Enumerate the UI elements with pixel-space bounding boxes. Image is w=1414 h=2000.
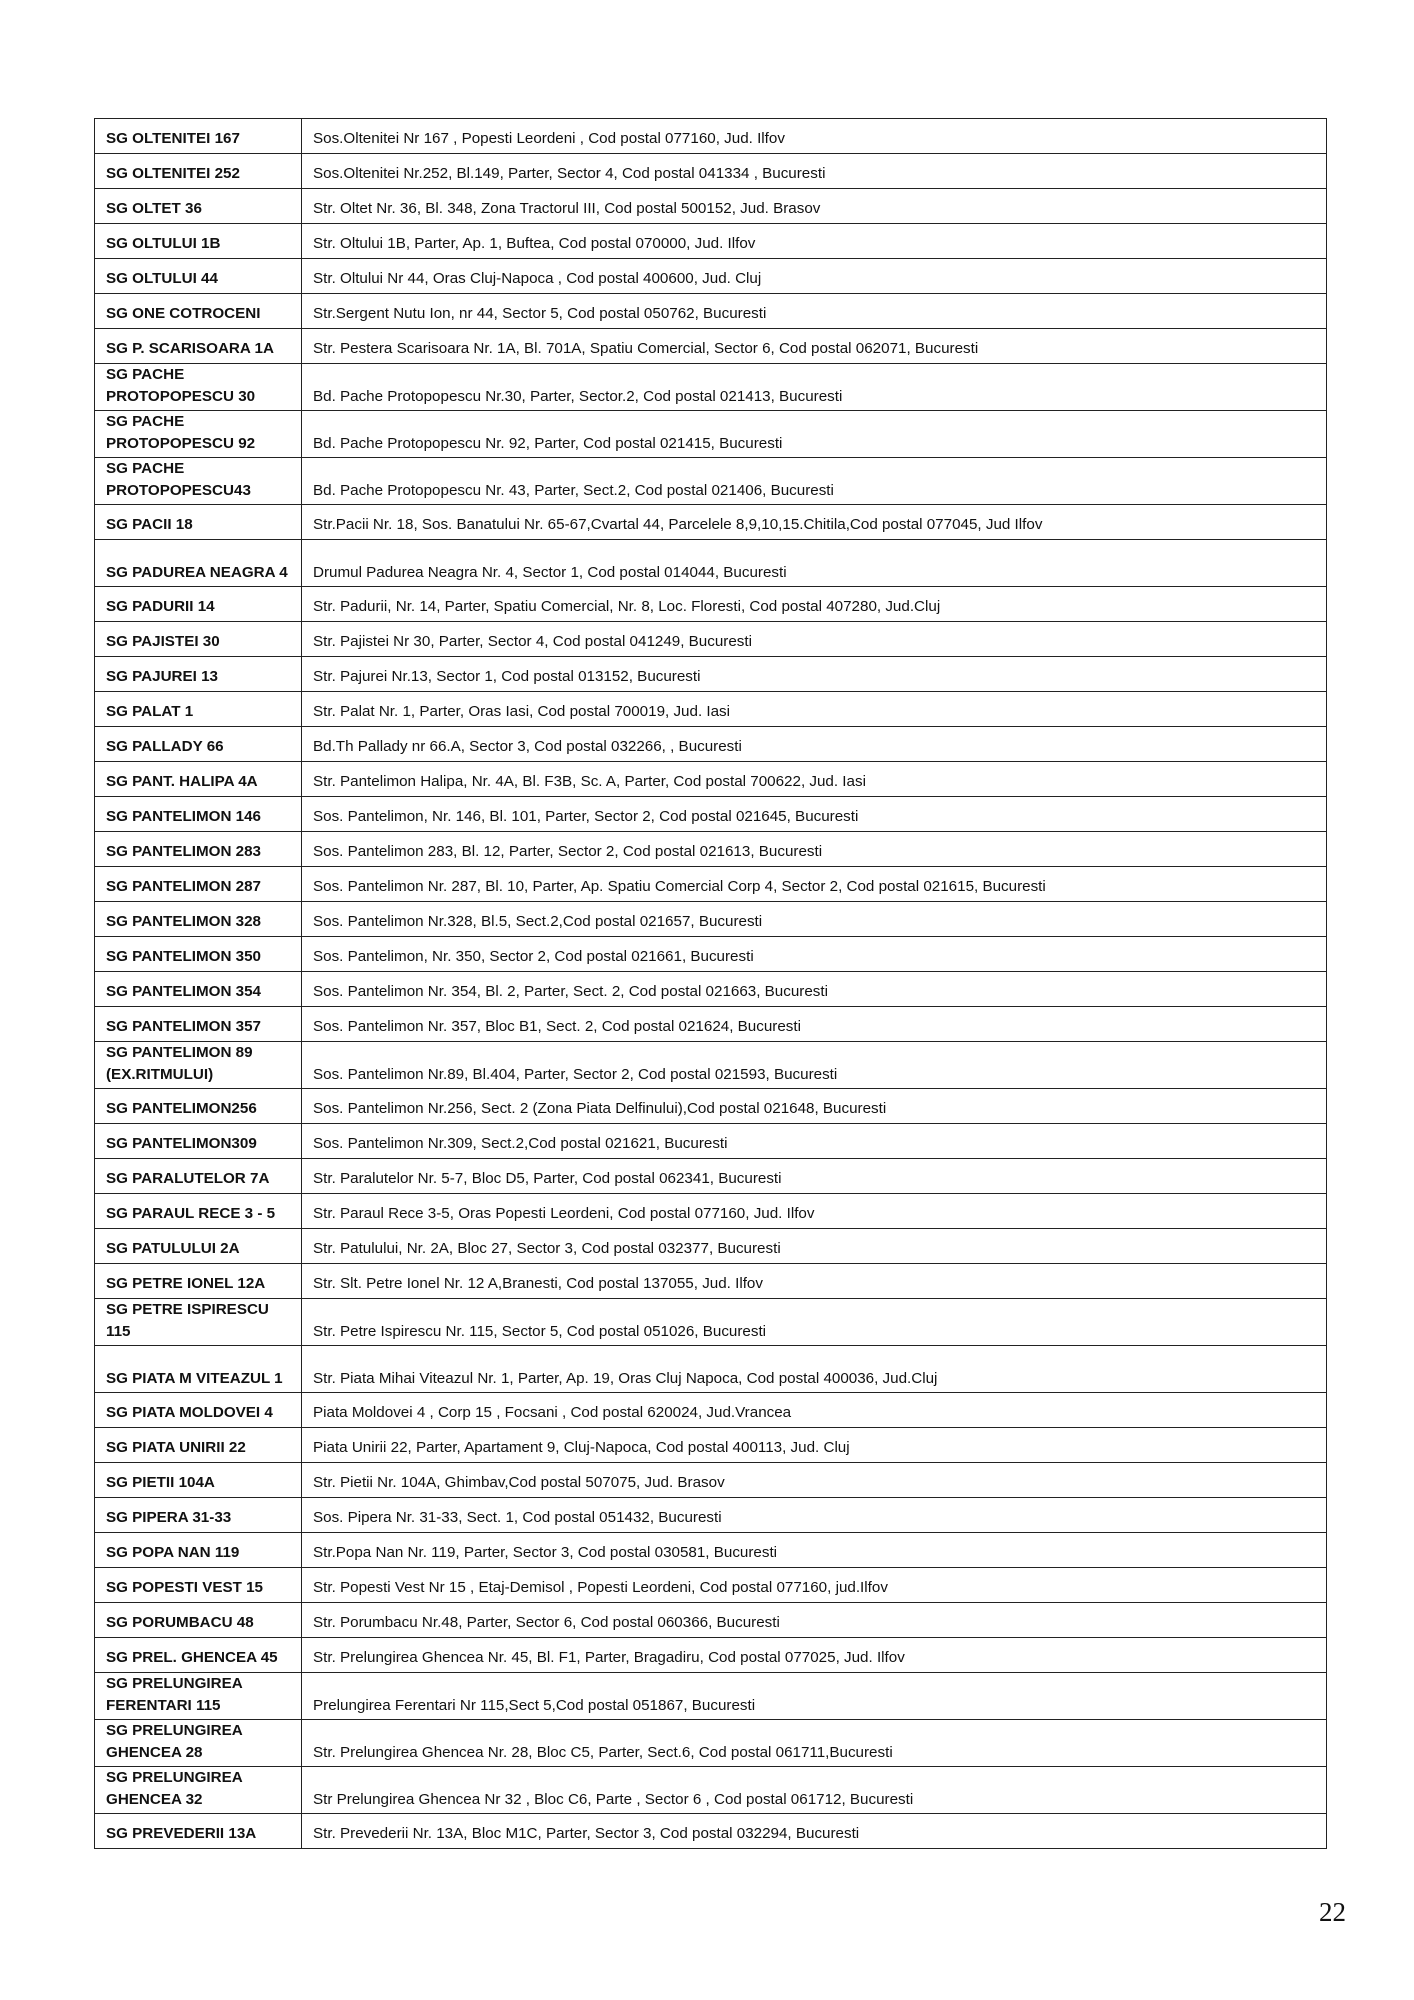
store-address-cell: Sos. Pantelimon Nr.309, Sect.2,Cod postal 021621, Bucuresti	[302, 1124, 1327, 1159]
store-name-cell: SG PADUREA NEAGRA 4	[95, 540, 302, 587]
table-row	[95, 1229, 1327, 1264]
store-name-cell: SG PALLADY 66	[95, 727, 302, 762]
store-name-cell: SG PACHE PROTOPOPESCU 92	[95, 411, 302, 458]
store-address-cell: Sos. Pantelimon Nr. 354, Bl. 2, Parter, Sect. 2, Cod postal 021663, Bucuresti	[302, 972, 1327, 1007]
table-row	[95, 540, 1327, 587]
store-name-cell: SG PANTELIMON 89 (EX.RITMULUI)	[95, 1042, 302, 1089]
store-address-cell: Str. Petre Ispirescu Nr. 115, Sector 5, Cod postal 051026, Bucuresti	[302, 1299, 1327, 1346]
store-address-cell: Str. Palat Nr. 1, Parter, Oras Iasi, Cod postal 700019, Jud. Iasi	[302, 692, 1327, 727]
store-name-cell: SG PANTELIMON 354	[95, 972, 302, 1007]
store-address-cell: Str. Oltului Nr 44, Oras Cluj-Napoca , Cod postal 400600, Jud. Cluj	[302, 259, 1327, 294]
table-row	[95, 1264, 1327, 1299]
store-address-table	[94, 118, 1327, 1849]
store-name-cell: SG POPA NAN 119	[95, 1533, 302, 1568]
table-row	[95, 458, 1327, 505]
store-name-cell: SG PANTELIMON309	[95, 1124, 302, 1159]
store-address-cell: Str. Piata Mihai Viteazul Nr. 1, Parter, Ap. 19, Oras Cluj Napoca, Cod postal 400036, Jud.Cluj	[302, 1346, 1327, 1393]
store-name-cell: SG PANT. HALIPA 4A	[95, 762, 302, 797]
store-name-cell: SG PACHE PROTOPOPESCU43	[95, 458, 302, 505]
store-address-cell: Prelungirea Ferentari Nr 115,Sect 5,Cod postal 051867, Bucuresti	[302, 1673, 1327, 1720]
store-address-rows	[95, 119, 1327, 1849]
store-address-cell: Drumul Padurea Neagra Nr. 4, Sector 1, Cod postal 014044, Bucuresti	[302, 540, 1327, 587]
store-name-cell: SG OLTENITEI 167	[95, 119, 302, 154]
table-row	[95, 1194, 1327, 1229]
store-name-cell: SG OLTULUI 1B	[95, 224, 302, 259]
store-address-cell: Str. Popesti Vest Nr 15 , Etaj-Demisol , Popesti Leordeni, Cod postal 077160, jud.Ilfov	[302, 1568, 1327, 1603]
store-address-cell: Str. Slt. Petre Ionel Nr. 12 A,Branesti, Cod postal 137055, Jud. Ilfov	[302, 1264, 1327, 1299]
table-row	[95, 1346, 1327, 1393]
store-address-cell: Str. Pajistei Nr 30, Parter, Sector 4, Cod postal 041249, Bucuresti	[302, 622, 1327, 657]
table-row	[95, 189, 1327, 224]
store-name-cell: SG PORUMBACU 48	[95, 1603, 302, 1638]
store-name-cell: SG PANTELIMON 287	[95, 867, 302, 902]
table-row	[95, 937, 1327, 972]
table-row	[95, 1814, 1327, 1849]
store-address-cell: Str.Pacii Nr. 18, Sos. Banatului Nr. 65-67,Cvartal 44, Parcelele 8,9,10,15.Chitila,Cod postal 077045, Jud Ilfov	[302, 505, 1327, 540]
store-name-cell: SG PANTELIMON 357	[95, 1007, 302, 1042]
table-row	[95, 867, 1327, 902]
store-address-cell: Piata Moldovei 4 , Corp 15 , Focsani , Cod postal 620024, Jud.Vrancea	[302, 1393, 1327, 1428]
store-name-cell: SG PANTELIMON 146	[95, 797, 302, 832]
table-row	[95, 1159, 1327, 1194]
store-address-cell: Sos. Pantelimon Nr. 357, Bloc B1, Sect. 2, Cod postal 021624, Bucuresti	[302, 1007, 1327, 1042]
store-address-cell: Str. Porumbacu Nr.48, Parter, Sector 6, Cod postal 060366, Bucuresti	[302, 1603, 1327, 1638]
store-address-cell: Bd. Pache Protopopescu Nr.30, Parter, Sector.2, Cod postal 021413, Bucuresti	[302, 364, 1327, 411]
store-address-cell: Sos. Pantelimon Nr.256, Sect. 2 (Zona Piata Delfinului),Cod postal 021648, Bucuresti	[302, 1089, 1327, 1124]
store-name-cell: SG PRELUNGIREA GHENCEA 32	[95, 1767, 302, 1814]
store-address-cell: Str. Prelungirea Ghencea Nr. 45, Bl. F1, Parter, Bragadiru, Cod postal 077025, Jud. Ilfov	[302, 1638, 1327, 1673]
table-row	[95, 1603, 1327, 1638]
store-address-cell: Str. Prelungirea Ghencea Nr. 28, Bloc C5, Parter, Sect.6, Cod postal 061711,Bucuresti	[302, 1720, 1327, 1767]
table-row	[95, 1568, 1327, 1603]
store-name-cell: SG OLTET 36	[95, 189, 302, 224]
table-row	[95, 1299, 1327, 1346]
store-name-cell: SG PIETII 104A	[95, 1463, 302, 1498]
table-row	[95, 1767, 1327, 1814]
page-number: 22	[1319, 1897, 1346, 1927]
store-name-cell: SG PACII 18	[95, 505, 302, 540]
store-address-cell: Str. Paraul Rece 3-5, Oras Popesti Leordeni, Cod postal 077160, Jud. Ilfov	[302, 1194, 1327, 1229]
table-row	[95, 622, 1327, 657]
store-address-cell: Str. Oltului 1B, Parter, Ap. 1, Buftea, Cod postal 070000, Jud. Ilfov	[302, 224, 1327, 259]
store-address-cell: Str. Prevederii Nr. 13A, Bloc M1C, Parter, Sector 3, Cod postal 032294, Bucuresti	[302, 1814, 1327, 1849]
table-row	[95, 505, 1327, 540]
store-address-cell: Str. Pestera Scarisoara Nr. 1A, Bl. 701A, Spatiu Comercial, Sector 6, Cod postal 062071, Bucuresti	[302, 329, 1327, 364]
store-name-cell: SG PETRE ISPIRESCU 115	[95, 1299, 302, 1346]
store-address-cell: Str. Oltet Nr. 36, Bl. 348, Zona Tractorul III, Cod postal 500152, Jud. Brasov	[302, 189, 1327, 224]
store-name-cell: SG PAJISTEI 30	[95, 622, 302, 657]
store-address-cell: Str. Pajurei Nr.13, Sector 1, Cod postal 013152, Bucuresti	[302, 657, 1327, 692]
table-row	[95, 1498, 1327, 1533]
store-name-cell: SG PIATA UNIRII 22	[95, 1428, 302, 1463]
table-row	[95, 1007, 1327, 1042]
store-address-cell: Sos. Pantelimon, Nr. 146, Bl. 101, Parter, Sector 2, Cod postal 021645, Bucuresti	[302, 797, 1327, 832]
store-address-cell: Sos. Pantelimon 283, Bl. 12, Parter, Sector 2, Cod postal 021613, Bucuresti	[302, 832, 1327, 867]
table-row	[95, 1533, 1327, 1568]
table-row	[95, 294, 1327, 329]
store-address-cell: Str Prelungirea Ghencea Nr 32 , Bloc C6, Parte , Sector 6 , Cod postal 061712, Bucuresti	[302, 1767, 1327, 1814]
table-row	[95, 692, 1327, 727]
store-address-cell: Sos.Oltenitei Nr.252, Bl.149, Parter, Sector 4, Cod postal 041334 , Bucuresti	[302, 154, 1327, 189]
store-name-cell: SG PANTELIMON256	[95, 1089, 302, 1124]
table-row	[95, 1428, 1327, 1463]
store-name-cell: SG P. SCARISOARA 1A	[95, 329, 302, 364]
table-row	[95, 1720, 1327, 1767]
table-row	[95, 411, 1327, 458]
store-name-cell: SG PREVEDERII 13A	[95, 1814, 302, 1849]
store-name-cell: SG PARAUL RECE 3 - 5	[95, 1194, 302, 1229]
store-name-cell: SG PANTELIMON 283	[95, 832, 302, 867]
table-row	[95, 587, 1327, 622]
store-address-cell: Bd. Pache Protopopescu Nr. 92, Parter, Cod postal 021415, Bucuresti	[302, 411, 1327, 458]
store-name-cell: SG PAJUREI 13	[95, 657, 302, 692]
table-row	[95, 329, 1327, 364]
store-name-cell: SG PREL. GHENCEA 45	[95, 1638, 302, 1673]
store-name-cell: SG PATULULUI 2A	[95, 1229, 302, 1264]
table-row	[95, 1124, 1327, 1159]
table-row	[95, 154, 1327, 189]
store-address-cell: Str. Pietii Nr. 104A, Ghimbav,Cod postal 507075, Jud. Brasov	[302, 1463, 1327, 1498]
table-row	[95, 1673, 1327, 1720]
store-address-cell: Piata Unirii 22, Parter, Apartament 9, Cluj-Napoca, Cod postal 400113, Jud. Cluj	[302, 1428, 1327, 1463]
store-address-cell: Sos. Pantelimon, Nr. 350, Sector 2, Cod postal 021661, Bucuresti	[302, 937, 1327, 972]
table-row	[95, 1042, 1327, 1089]
store-address-cell: Str. Paralutelor Nr. 5-7, Bloc D5, Parter, Cod postal 062341, Bucuresti	[302, 1159, 1327, 1194]
store-address-cell: Bd. Pache Protopopescu Nr. 43, Parter, Sect.2, Cod postal 021406, Bucuresti	[302, 458, 1327, 505]
store-name-cell: SG PANTELIMON 350	[95, 937, 302, 972]
store-address-cell: Bd.Th Pallady nr 66.A, Sector 3, Cod postal 032266, , Bucuresti	[302, 727, 1327, 762]
table-row	[95, 657, 1327, 692]
table-row	[95, 1089, 1327, 1124]
store-name-cell: SG PIATA MOLDOVEI 4	[95, 1393, 302, 1428]
store-address-cell: Str. Padurii, Nr. 14, Parter, Spatiu Comercial, Nr. 8, Loc. Floresti, Cod postal 407280, Jud.Cluj	[302, 587, 1327, 622]
store-address-cell: Sos. Pantelimon Nr.328, Bl.5, Sect.2,Cod postal 021657, Bucuresti	[302, 902, 1327, 937]
store-name-cell: SG PRELUNGIREA FERENTARI 115	[95, 1673, 302, 1720]
store-name-cell: SG PANTELIMON 328	[95, 902, 302, 937]
table-row	[95, 727, 1327, 762]
store-name-cell: SG ONE COTROCENI	[95, 294, 302, 329]
store-address-cell: Str. Pantelimon Halipa, Nr. 4A, Bl. F3B, Sc. A, Parter, Cod postal 700622, Jud. Iasi	[302, 762, 1327, 797]
store-name-cell: SG PACHE PROTOPOPESCU 30	[95, 364, 302, 411]
table-row	[95, 832, 1327, 867]
store-address-cell: Str.Sergent Nutu Ion, nr 44, Sector 5, Cod postal 050762, Bucuresti	[302, 294, 1327, 329]
store-name-cell: SG OLTULUI 44	[95, 259, 302, 294]
table-row	[95, 972, 1327, 1007]
table-row	[95, 902, 1327, 937]
table-row	[95, 1463, 1327, 1498]
store-address-cell: Str.Popa Nan Nr. 119, Parter, Sector 3, Cod postal 030581, Bucuresti	[302, 1533, 1327, 1568]
table-row	[95, 224, 1327, 259]
store-address-cell: Sos. Pipera Nr. 31-33, Sect. 1, Cod postal 051432, Bucuresti	[302, 1498, 1327, 1533]
store-name-cell: SG PIATA M VITEAZUL 1	[95, 1346, 302, 1393]
store-name-cell: SG PIPERA 31-33	[95, 1498, 302, 1533]
store-name-cell: SG PETRE IONEL 12A	[95, 1264, 302, 1299]
store-address-cell: Sos. Pantelimon Nr.89, Bl.404, Parter, Sector 2, Cod postal 021593, Bucuresti	[302, 1042, 1327, 1089]
store-name-cell: SG POPESTI VEST 15	[95, 1568, 302, 1603]
table-row	[95, 364, 1327, 411]
table-row	[95, 1393, 1327, 1428]
table-row	[95, 119, 1327, 154]
table-row	[95, 259, 1327, 294]
store-name-cell: SG PRELUNGIREA GHENCEA 28	[95, 1720, 302, 1767]
store-name-cell: SG PADURII 14	[95, 587, 302, 622]
store-name-cell: SG PARALUTELOR 7A	[95, 1159, 302, 1194]
store-address-cell: Sos. Pantelimon Nr. 287, Bl. 10, Parter, Ap. Spatiu Comercial Corp 4, Sector 2, Cod postal 021615, Bucuresti	[302, 867, 1327, 902]
table-row	[95, 762, 1327, 797]
table-row	[95, 1638, 1327, 1673]
table-row	[95, 797, 1327, 832]
store-name-cell: SG PALAT 1	[95, 692, 302, 727]
store-address-cell: Str. Patulului, Nr. 2A, Bloc 27, Sector 3, Cod postal 032377, Bucuresti	[302, 1229, 1327, 1264]
store-address-cell: Sos.Oltenitei Nr 167 , Popesti Leordeni , Cod postal 077160, Jud. Ilfov	[302, 119, 1327, 154]
store-name-cell: SG OLTENITEI 252	[95, 154, 302, 189]
